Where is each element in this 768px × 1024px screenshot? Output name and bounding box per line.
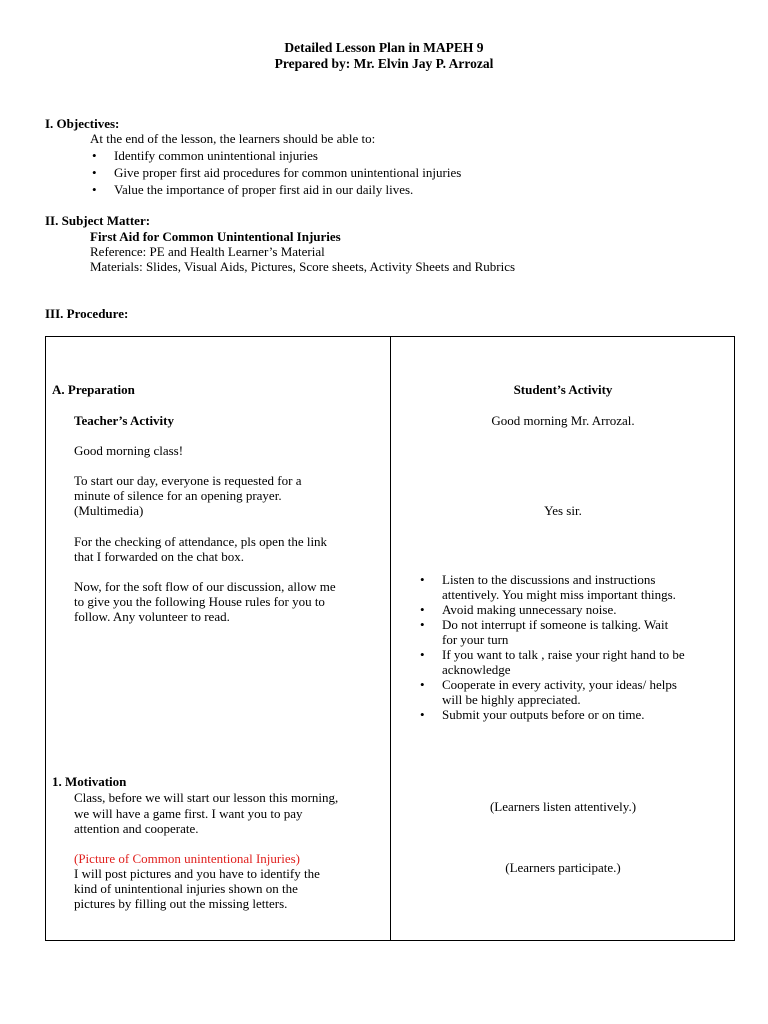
house-rule-line: for your turn xyxy=(442,632,509,647)
student-activity-heading: Student’s Activity xyxy=(513,382,613,397)
house-rule-line: attentively. You might miss important things. xyxy=(442,587,676,602)
teacher-attendance-line: For the checking of attendance, pls open the link xyxy=(74,534,328,549)
motivation-line: kind of unintentional injuries shown on the xyxy=(74,881,298,896)
objectives-heading: I. Objectives: xyxy=(45,116,120,131)
motivation-line: Class, before we will start our lesson this morning, xyxy=(74,790,339,805)
house-rule-line: Listen to the discussions and instructions xyxy=(442,572,656,587)
teacher-rules-line: to give you the following House rules for you to xyxy=(74,594,325,609)
house-rule-line: acknowledge xyxy=(442,662,511,677)
preparation-heading: A. Preparation xyxy=(52,382,135,397)
house-rule-item xyxy=(414,647,734,677)
house-rule-line: If you want to talk , raise your right hand to be xyxy=(442,647,685,662)
motivation-heading: 1. Motivation xyxy=(52,774,127,789)
house-rule-line: Submit your outputs before or on time. xyxy=(442,707,645,722)
objectives-list xyxy=(90,148,461,197)
house-rule-item xyxy=(414,617,734,647)
house-rule-line: Avoid making unnecessary noise. xyxy=(442,602,617,617)
subject-reference: Reference: PE and Health Learner’s Material xyxy=(90,244,325,259)
student-greeting: Good morning Mr. Arrozal. xyxy=(491,413,635,428)
teacher-prayer-line: To start our day, everyone is requested for a xyxy=(74,473,302,488)
house-rule-line: Cooperate in every activity, your ideas/ helps xyxy=(442,677,677,692)
motivation-line: I will post pictures and you have to identify the xyxy=(74,866,320,881)
teacher-prayer-line: minute of silence for an opening prayer. xyxy=(74,488,282,503)
objective-item: • Give proper first aid procedures for common unintentional injuries xyxy=(90,165,461,180)
subject-materials: Materials: Slides, Visual Aids, Pictures, Score sheets, Activity Sheets and Rubrics xyxy=(90,259,516,274)
student-participate: (Learners participate.) xyxy=(505,860,621,875)
teacher-rules-line: follow. Any volunteer to read. xyxy=(74,609,230,624)
teacher-activity-heading: Teacher’s Activity xyxy=(74,413,175,428)
procedure-heading: III. Procedure: xyxy=(45,306,129,321)
picture-note: (Picture of Common unintentional Injuries) xyxy=(74,851,301,866)
objectives-intro: At the end of the lesson, the learners should be able to: xyxy=(90,131,376,146)
objective-item: • Value the importance of proper first aid in our daily lives. xyxy=(90,182,461,197)
house-rule-item xyxy=(414,572,734,602)
house-rules-list xyxy=(414,572,734,722)
subject-matter-heading: II. Subject Matter: xyxy=(45,213,151,228)
document-title: Detailed Lesson Plan in MAPEH 9 xyxy=(284,40,484,55)
objective-item: • Identify common unintentional injuries xyxy=(90,148,461,163)
student-listen: (Learners listen attentively.) xyxy=(489,799,637,814)
house-rule-line: Do not interrupt if someone is talking. Wait xyxy=(442,617,669,632)
motivation-line: attention and cooperate. xyxy=(74,821,199,836)
motivation-line: we will have a game first. I want you to pay xyxy=(74,806,303,821)
subject-topic: First Aid for Common Unintentional Injuries xyxy=(90,229,341,244)
teacher-rules-line: Now, for the soft flow of our discussion, allow me xyxy=(74,579,336,594)
prepared-by: Prepared by: Mr. Elvin Jay P. Arrozal xyxy=(274,56,494,71)
student-yes: Yes sir. xyxy=(544,503,582,518)
teacher-prayer-line: (Multimedia) xyxy=(74,503,144,518)
teacher-attendance-line: that I forwarded on the chat box. xyxy=(74,549,245,564)
motivation-line: pictures by filling out the missing letters. xyxy=(74,896,288,911)
house-rule-item xyxy=(414,707,734,722)
house-rule-line: will be highly appreciated. xyxy=(442,692,581,707)
teacher-greeting: Good morning class! xyxy=(74,443,184,458)
house-rule-item xyxy=(414,602,734,617)
house-rule-item xyxy=(414,677,734,707)
